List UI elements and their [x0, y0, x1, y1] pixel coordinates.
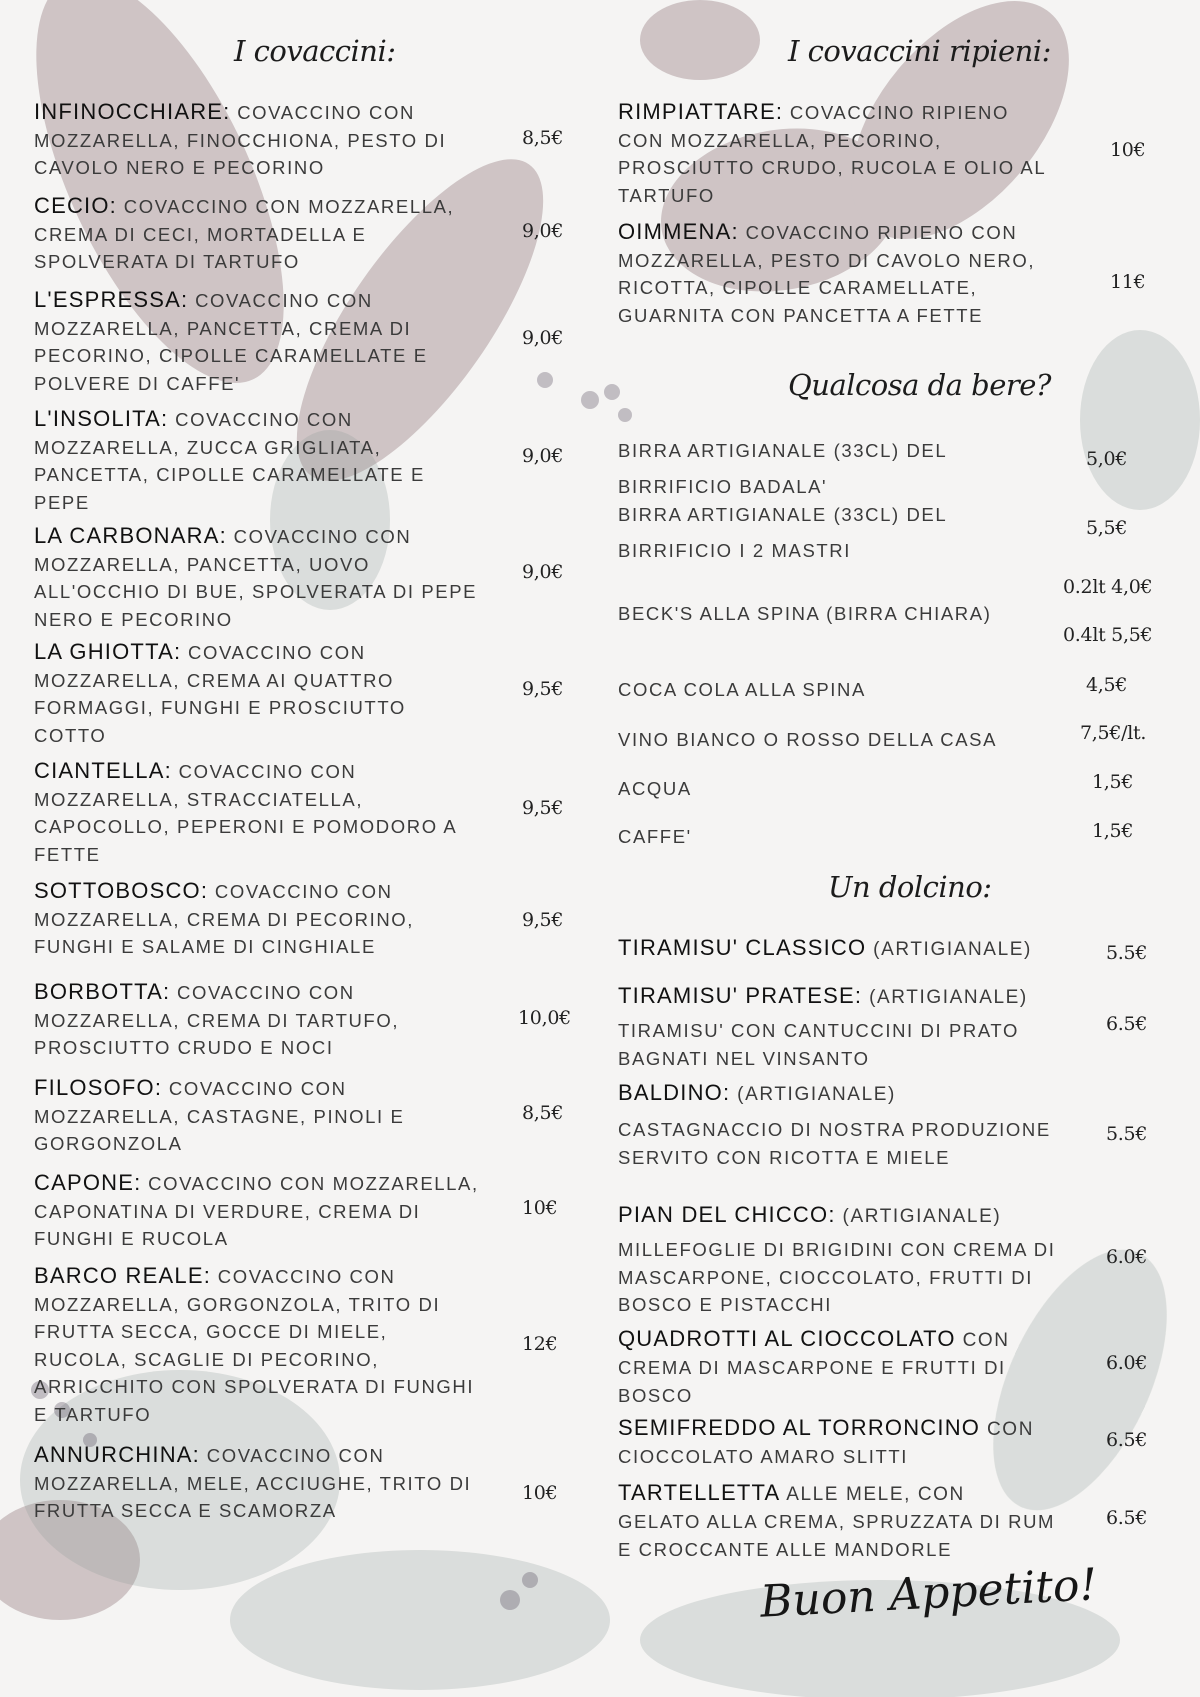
drink-name: CAFFE': [618, 826, 692, 847]
item-description: COVACCINO CON MOZZARELLA, FINOCCHIONA, PESTO DI CAVOLO NERO E PECORINO: [34, 102, 447, 178]
item-price: 10€: [1110, 139, 1146, 161]
drink-name: BECK'S ALLA SPINA (BIRRA CHIARA): [618, 603, 992, 624]
dessert-tag: CON: [980, 1419, 1035, 1440]
dessert-name: QUADROTTI AL CIOCCOLATO: [618, 1326, 956, 1351]
item-price: 9,5€: [522, 678, 564, 700]
menu-item: [34, 98, 479, 182]
menu-item: [34, 286, 479, 397]
dessert-item: [618, 1080, 1058, 1171]
item-price: 8,5€: [522, 1102, 564, 1124]
menu-item: [34, 1169, 479, 1253]
item-description: COVACCINO CON MOZZARELLA, ZUCCA GRIGLIATA, PANCETTA, CIPOLLE CARAMELLATE E PEPE: [34, 409, 425, 513]
dessert-tag: (ARTIGIANALE): [866, 939, 1032, 960]
drink-item: [618, 771, 1048, 807]
dessert-item: [618, 1326, 1058, 1409]
item-description: COVACCINO CON MOZZARELLA, CREMA DI PECORINO, FUNGHI E SALAME DI CINGHIALE: [34, 881, 415, 957]
item-name: LA GHIOTTA:: [34, 639, 182, 664]
dessert-price: 6.0€: [1106, 1352, 1148, 1374]
dessert-name: PIAN DEL CHICCO:: [618, 1202, 836, 1227]
drink-name: VINO BIANCO O ROSSO DELLA CASA: [618, 729, 998, 750]
item-description: COVACCINO CON MOZZARELLA, STRACCIATELLA, CAPOCOLLO, PEPERONI E POMODORO A FETTE: [34, 761, 457, 865]
item-price: 9,0€: [522, 445, 564, 467]
menu-item: [34, 978, 479, 1062]
dessert-price: 6.0€: [1106, 1246, 1148, 1268]
menu-item: [34, 1262, 479, 1428]
dessert-price: 6.5€: [1106, 1507, 1148, 1529]
section-title-covaccini: I covaccini:: [234, 34, 396, 68]
dessert-tag: ALLE MELE, CON: [780, 1484, 965, 1505]
section-title-drinks: Qualcosa da bere?: [788, 368, 1051, 402]
dessert-description: GELATO ALLA CREMA, SPRUZZATA DI RUM E CROCCANTE ALLE MANDORLE: [618, 1511, 1056, 1560]
drink-item: [618, 819, 1048, 855]
dessert-tag: (ARTIGIANALE): [835, 1206, 1002, 1227]
dessert-item: [618, 983, 1058, 1072]
menu-item: [34, 522, 479, 633]
item-price: 9,0€: [522, 327, 564, 349]
item-price: 9,5€: [522, 797, 564, 819]
item-name: CAPONE:: [34, 1170, 142, 1195]
menu-item: [34, 192, 479, 276]
item-price: 10€: [522, 1197, 558, 1219]
menu-item: [618, 218, 1058, 329]
item-price: 8,5€: [522, 127, 564, 149]
closing-greeting: Buon Appetito!: [758, 1559, 1099, 1628]
item-name: OIMMENA:: [618, 219, 739, 244]
item-name: RIMPIATTARE:: [618, 99, 784, 124]
item-price: 10€: [522, 1482, 558, 1504]
drink-price: 5,5€: [1086, 517, 1128, 539]
item-description: COVACCINO CON MOZZARELLA, CASTAGNE, PINOLI E GORGONZOLA: [34, 1078, 405, 1154]
item-name: L'INSOLITA:: [34, 406, 169, 431]
drink-name-line2: BIRRIFICIO I 2 MASTRI: [618, 540, 852, 561]
dessert-price: 5.5€: [1106, 1123, 1148, 1145]
item-price: 9,5€: [522, 909, 564, 931]
dessert-description: CREMA DI MASCARPONE E FRUTTI DI BOSCO: [618, 1357, 1006, 1406]
item-price: 12€: [522, 1333, 558, 1355]
item-description: COVACCINO CON MOZZARELLA, MELE, ACCIUGHE, TRITO DI FRUTTA SECCA E SCAMORZA: [34, 1445, 472, 1521]
dessert-tag: (ARTIGIANALE): [730, 1084, 896, 1105]
drink-name: ACQUA: [618, 778, 692, 799]
section-title-covaccini-ripieni: I covaccini ripieni:: [788, 34, 1051, 68]
drink-price: 5,0€: [1086, 448, 1128, 470]
menu-item: [34, 1074, 479, 1158]
dessert-price: 6.5€: [1106, 1429, 1148, 1451]
item-description: COVACCINO CON MOZZARELLA, CREMA DI TARTUFO, PROSCIUTTO CRUDO E NOCI: [34, 982, 400, 1058]
drink-item: [618, 722, 1048, 758]
drink-price: 7,5€/lt.: [1080, 722, 1147, 744]
section-title-desserts: Un dolcino:: [828, 870, 992, 904]
item-price: 9,0€: [522, 220, 564, 242]
drink-item: [618, 497, 1048, 569]
item-description: COVACCINO CON MOZZARELLA, CREMA DI CECI, MORTADELLA E SPOLVERATA DI TARTUFO: [34, 196, 455, 272]
drink-name: COCA COLA ALLA SPINA: [618, 679, 866, 700]
item-description: COVACCINO CON MOZZARELLA, PANCETTA, UOVO ALL'OCCHIO DI BUE, SPOLVERATA DI PEPE NERO E PECORINO: [34, 526, 478, 630]
item-description: COVACCINO CON MOZZARELLA, PANCETTA, CREMA DI PECORINO, CIPOLLE CARAMELLATE E POLVERE DI CAFFE': [34, 290, 428, 394]
dessert-item: [618, 935, 1032, 961]
drink-price-large: 0.4lt 5,5€: [1063, 624, 1153, 646]
drink-item: [618, 433, 1048, 505]
menu-item: [34, 1441, 479, 1525]
item-description: COVACCINO CON MOZZARELLA, CAPONATINA DI VERDURE, CREMA DI FUNGHI E RUCOLA: [34, 1173, 479, 1249]
item-name: BORBOTTA:: [34, 979, 171, 1004]
dessert-item: [618, 1415, 1058, 1471]
drink-item: [618, 596, 1048, 632]
dessert-price: 6.5€: [1106, 1013, 1148, 1035]
dessert-description: CIOCCOLATO AMARO SLITTI: [618, 1446, 909, 1467]
item-name: ANNURCHINA:: [34, 1442, 200, 1467]
item-price: 9,0€: [522, 561, 564, 583]
menu-item: [618, 98, 1058, 209]
drink-name: BIRRA ARTIGIANALE (33CL) DEL: [618, 504, 948, 525]
drink-name: BIRRA ARTIGIANALE (33CL) DEL: [618, 440, 948, 461]
item-description: COVACCINO CON MOZZARELLA, CREMA AI QUATTRO FORMAGGI, FUNGHI E PROSCIUTTO COTTO: [34, 642, 406, 746]
drink-price-small: 0.2lt 4,0€: [1063, 576, 1153, 598]
drink-name-line2: BIRRIFICIO BADALA': [618, 476, 828, 497]
dessert-item: [618, 1480, 1058, 1563]
menu-item: [34, 405, 479, 516]
item-name: CECIO:: [34, 193, 117, 218]
item-name: LA CARBONARA:: [34, 523, 227, 548]
dessert-name: BALDINO:: [618, 1080, 731, 1105]
menu-item: [34, 757, 479, 868]
menu-item: [34, 877, 479, 961]
dessert-price: 5.5€: [1106, 942, 1148, 964]
dessert-description: CASTAGNACCIO DI NOSTRA PRODUZIONE SERVITO CON RICOTTA E MIELE: [618, 1119, 1051, 1168]
item-price: 10,0€: [518, 1007, 571, 1029]
dessert-item: [618, 1202, 1058, 1319]
item-name: SOTTOBOSCO:: [34, 878, 209, 903]
dessert-tag: CON: [955, 1330, 1010, 1351]
dessert-description: MILLEFOGLIE DI BRIGIDINI CON CREMA DI MASCARPONE, CIOCCOLATO, FRUTTI DI BOSCO E PISTACCHI: [618, 1239, 1056, 1315]
item-description: COVACCINO RIPIENO CON MOZZARELLA, PESTO DI CAVOLO NERO, RICOTTA, CIPOLLE CARAMELLATE, GUARNITA CON PANCETTA A FETTE: [618, 222, 1036, 326]
item-description: COVACCINO RIPIENO CON MOZZARELLA, PECORINO, PROSCIUTTO CRUDO, RUCOLA E OLIO AL TARTUFO: [618, 102, 1046, 206]
drink-price: 1,5€: [1092, 771, 1134, 793]
dessert-name: TIRAMISU' PRATESE:: [618, 983, 863, 1008]
item-name: BARCO REALE:: [34, 1263, 212, 1288]
drink-item: [618, 672, 1048, 708]
item-name: FILOSOFO:: [34, 1075, 163, 1100]
item-price: 11€: [1110, 271, 1146, 293]
item-name: CIANTELLA:: [34, 758, 172, 783]
item-name: INFINOCCHIARE:: [34, 99, 231, 124]
item-name: L'ESPRESSA:: [34, 287, 189, 312]
dessert-name: SEMIFREDDO AL TORRONCINO: [618, 1415, 981, 1440]
menu-item: [34, 638, 479, 749]
dessert-description: TIRAMISU' CON CANTUCCINI DI PRATO BAGNATI NEL VINSANTO: [618, 1020, 1019, 1069]
drink-price: 1,5€: [1092, 820, 1134, 842]
drink-price: 4,5€: [1086, 674, 1128, 696]
dessert-name: TIRAMISU' CLASSICO: [618, 935, 867, 960]
item-description: COVACCINO CON MOZZARELLA, GORGONZOLA, TRITO DI FRUTTA SECCA, GOCCE DI MIELE, RUCOLA, SCAGLIE DI PECORINO, ARRICCHITO CON SPOLVERATA DI FUNGHI E TARTUFO: [34, 1266, 475, 1425]
dessert-tag: (ARTIGIANALE): [862, 987, 1028, 1008]
dessert-name: TARTELLETTA: [618, 1480, 781, 1505]
